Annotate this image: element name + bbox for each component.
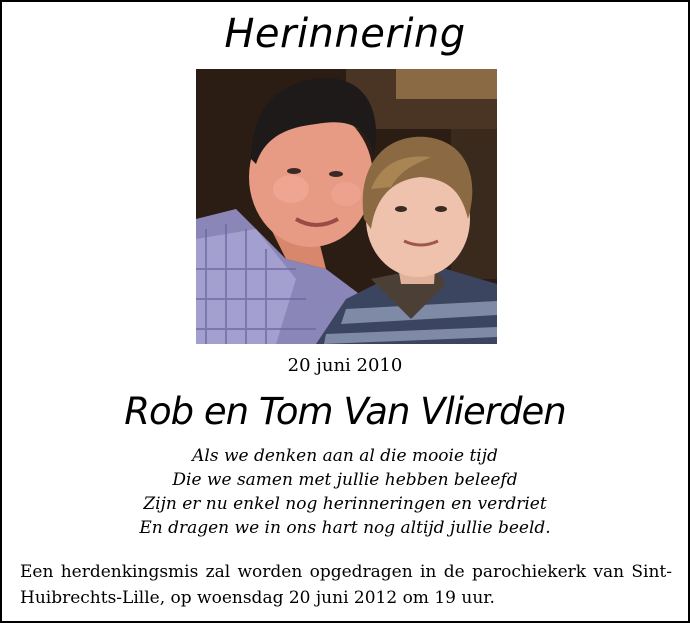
memorial-date: 20 juni 2010	[287, 355, 403, 376]
notice-heading: Herinnering	[224, 11, 466, 57]
deceased-names: Rob en Tom Van Vlierden	[124, 390, 566, 433]
poem-line: Als we denken aan al die mooie tijd	[192, 446, 498, 466]
memorial-photo	[196, 69, 497, 344]
mass-announcement: Een herdenkingsmis zal worden opgedragen in de parochiekerk van Sint-Huibrechts-Lille, op woensdag 20 juni 2012 om 19 uur.	[20, 562, 672, 608]
poem-line: Die we samen met jullie hebben beleefd	[172, 470, 518, 490]
memorial-poem	[2, 444, 688, 540]
poem-line: Zijn er nu enkel nog herinneringen en verdriet	[143, 494, 547, 514]
poem-line: En dragen we in ons hart nog altijd jullie beeld.	[139, 518, 551, 538]
